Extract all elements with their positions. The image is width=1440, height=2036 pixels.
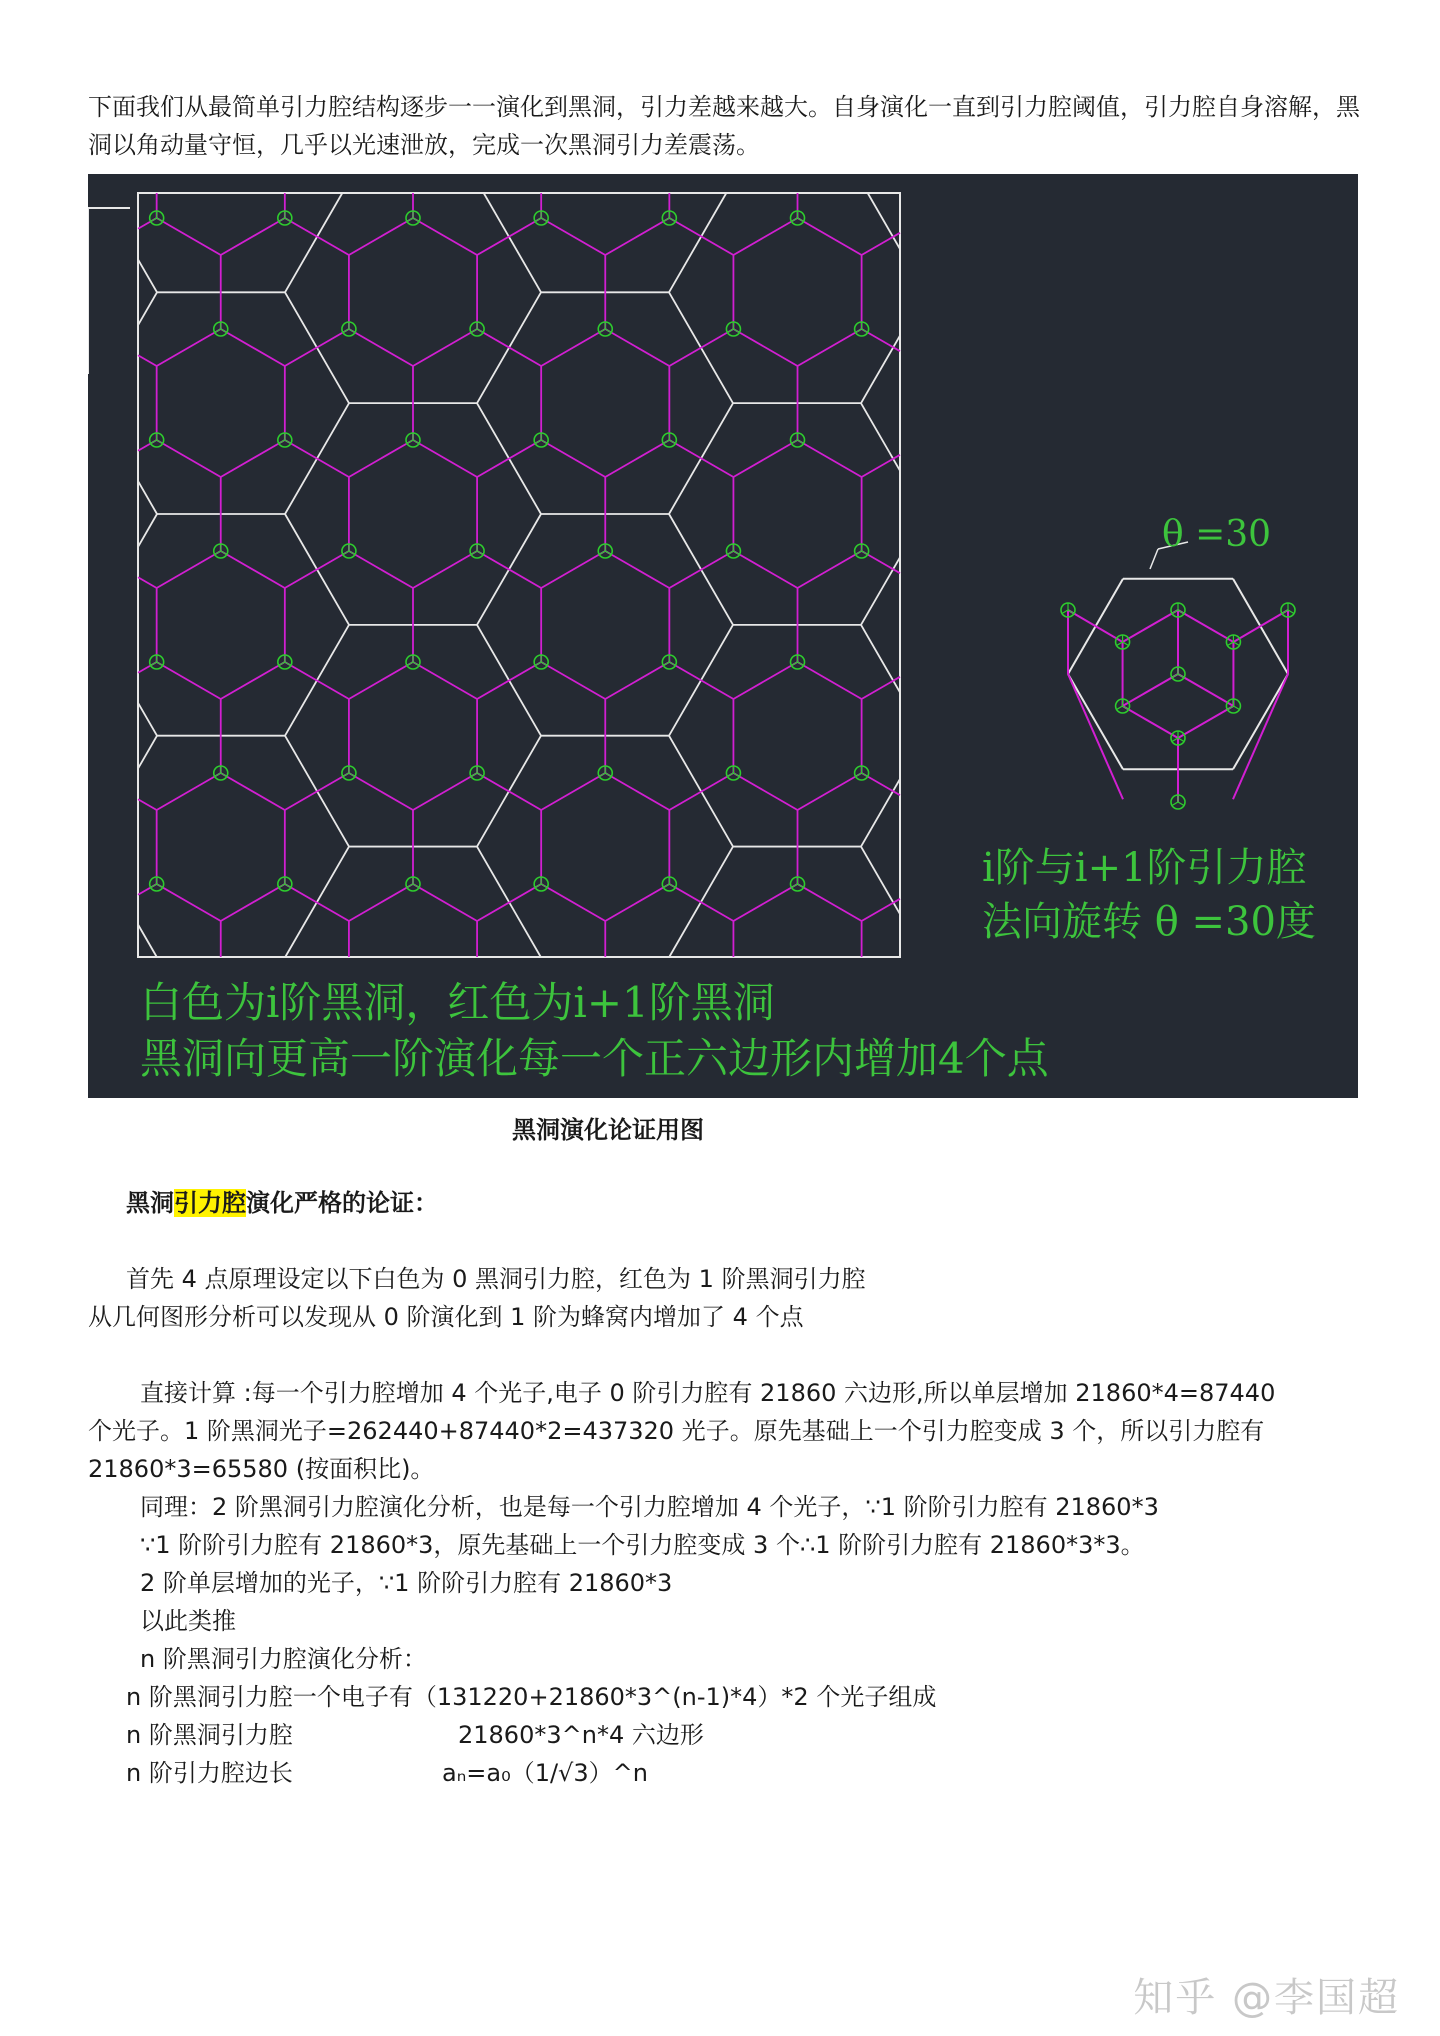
white-hex-edge	[861, 625, 900, 693]
detail-magenta-edge	[1178, 610, 1233, 642]
magenta-hex-edge	[413, 662, 477, 699]
heading-part-2: 演化严格的论证：	[246, 1189, 438, 1217]
magenta-hex-edge	[605, 218, 669, 255]
magenta-hex-edge	[541, 329, 605, 366]
magenta-hex-edge	[798, 773, 862, 810]
magenta-hex-edge	[669, 440, 733, 477]
detail-magenta-edge	[1233, 610, 1288, 642]
magenta-hex-edge	[285, 329, 349, 366]
magenta-hex-edge	[733, 440, 797, 477]
magenta-hex-edge	[157, 218, 221, 255]
zhihu-watermark: 知乎 @李国超	[1133, 1975, 1400, 2021]
magenta-hex-edge	[733, 329, 797, 366]
detail-white-edge	[1068, 674, 1123, 769]
theta-marker	[1150, 549, 1158, 569]
magenta-hex-edge	[477, 662, 541, 699]
magenta-hex-edge	[138, 799, 157, 810]
magenta-hex-edge	[157, 773, 221, 810]
detail-magenta-edge	[1123, 674, 1178, 706]
white-hex-edge	[138, 259, 157, 292]
magenta-hex-edge	[798, 218, 862, 255]
magenta-hex-edge	[669, 551, 733, 588]
magenta-hex-edge	[413, 773, 477, 810]
magenta-hex-edge	[669, 884, 733, 921]
section-heading	[126, 1184, 438, 1222]
heading-part-1: 黑洞	[126, 1189, 174, 1217]
magenta-hex-edge	[221, 440, 285, 477]
magenta-hex-edge	[798, 551, 862, 588]
magenta-hex-edge	[157, 884, 221, 921]
heading-highlight: 引力腔	[174, 1189, 246, 1217]
magenta-hex-edge	[285, 440, 349, 477]
magenta-hex-edge	[349, 218, 413, 255]
magenta-hex-edge	[285, 773, 349, 810]
white-hex-edge	[138, 736, 157, 769]
magenta-hex-edge	[477, 551, 541, 588]
magenta-hex-edge	[285, 884, 349, 921]
edge-length-value: aₙ=a₀（1/√3）^n	[442, 1759, 648, 1787]
theta-label: θ =30	[1162, 514, 1272, 555]
magenta-hex-edge	[138, 355, 157, 366]
magenta-hex-edge	[413, 329, 477, 366]
paragraph-3-line-2: ∵1 阶阶引力腔有 21860*3，原先基础上一个引力腔变成 3 个∴1 阶阶引力腔有 21860*3*3。	[140, 1531, 1145, 1559]
magenta-hex-edge	[541, 884, 605, 921]
magenta-hex-edge	[349, 773, 413, 810]
legend-line-2: 黑洞向更高一阶演化每一个正六边形内增加4个点	[140, 1034, 1049, 1083]
magenta-hex-edge	[798, 440, 862, 477]
white-hex-edge	[138, 514, 157, 547]
magenta-hex-edge	[798, 329, 862, 366]
magenta-hex-edge	[669, 773, 733, 810]
magenta-hex-edge	[541, 662, 605, 699]
magenta-hex-edge	[477, 218, 541, 255]
paragraph-3-line-1: 同理：2 阶黑洞引力腔演化分析，也是每一个引力腔增加 4 个光子，∵1 阶阶引力腔有 21860*3	[140, 1493, 1159, 1521]
white-hex-edge	[484, 193, 541, 292]
order-i-plus-1-hexagon-net	[138, 193, 900, 957]
magenta-hex-edge	[669, 218, 733, 255]
magenta-hex-edge	[733, 218, 797, 255]
single-cell-detail	[1061, 542, 1295, 809]
magenta-hex-edge	[862, 455, 900, 477]
magenta-hex-edge	[733, 773, 797, 810]
rotation-label-line-2: 法向旋转 θ =30度	[982, 899, 1316, 945]
magenta-hex-edge	[477, 884, 541, 921]
magenta-hex-edge	[477, 773, 541, 810]
white-hex-edge	[138, 703, 157, 736]
magenta-hex-edge	[541, 218, 605, 255]
intro-paragraph: 下面我们从最简单引力腔结构逐步一一演化到黑洞，引力差越来越大。自身演化一直到引力腔阈值，引力腔自身溶解，黑洞以角动量守恒，几乎以光速泄放，完成一次黑洞引力差震荡。	[88, 93, 1360, 159]
magenta-hex-edge	[541, 551, 605, 588]
magenta-hex-edge	[605, 329, 669, 366]
magenta-hex-edge	[605, 440, 669, 477]
paragraph-2-line-3: 21860*3=65580 (按面积比)。	[88, 1455, 435, 1483]
white-hex-edge	[285, 193, 342, 292]
magenta-hex-edge	[862, 899, 900, 921]
magenta-hex-edge	[157, 329, 221, 366]
white-hex-edge	[861, 403, 900, 471]
white-hex-edge	[861, 557, 900, 625]
magenta-hex-edge	[221, 773, 285, 810]
legend-line-1: 白色为i阶黑洞，红色为i+1阶黑洞	[140, 978, 775, 1027]
magenta-hex-edge	[285, 218, 349, 255]
magenta-hex-edge	[157, 662, 221, 699]
magenta-hex-edge	[669, 329, 733, 366]
magenta-hex-edge	[349, 884, 413, 921]
magenta-hex-edge	[477, 440, 541, 477]
lattice-diagram	[88, 174, 1358, 1098]
magenta-hex-edge	[221, 329, 285, 366]
white-hex-edge	[669, 193, 726, 292]
white-hex-edge	[138, 481, 157, 514]
paragraph-2-line-2: 个光子。1 阶黑洞光子=262440+87440*2=437320 光子。原先基础上一个引力腔变成 3 个，所以引力腔有	[88, 1417, 1265, 1445]
white-hex-edge	[861, 779, 900, 847]
magenta-hex-edge	[349, 329, 413, 366]
white-hex-edge	[138, 924, 157, 957]
white-hex-edge	[861, 847, 900, 915]
detail-magenta-edge	[1178, 674, 1233, 706]
paragraph-3-line-4: 以此类推	[140, 1607, 236, 1635]
magenta-hex-edge	[669, 662, 733, 699]
magenta-hex-edge	[733, 884, 797, 921]
paragraph-4-line-2: n 阶黑洞引力腔一个电子有（131220+21860*3^(n-1)*4）*2 个光子组成	[126, 1683, 937, 1711]
magenta-hex-edge	[285, 551, 349, 588]
magenta-hex-edge	[285, 662, 349, 699]
paragraph-1-line-2: 从几何图形分析可以发现从 0 阶演化到 1 阶为蜂窝内增加了 4 个点	[88, 1303, 804, 1331]
magenta-hex-edge	[413, 440, 477, 477]
magenta-hex-edge	[221, 884, 285, 921]
magenta-hex-edge	[221, 218, 285, 255]
detail-magenta-edge	[1123, 610, 1178, 642]
magenta-hex-edge	[349, 551, 413, 588]
magenta-hex-edge	[605, 773, 669, 810]
magenta-hex-edge	[862, 233, 900, 255]
magenta-hex-edge	[862, 677, 900, 699]
detail-magenta-edge	[1123, 706, 1178, 738]
magenta-hex-edge	[541, 773, 605, 810]
magenta-hex-edge	[477, 329, 541, 366]
paragraph-2-line-1: 直接计算 :每一个引力腔增加 4 个光子,电子 0 阶引力腔有 21860 六边形,所以单层增加 21860*4=87440	[140, 1379, 1276, 1407]
detail-magenta-edge	[1068, 674, 1123, 799]
paragraph-3-line-3: 2 阶单层增加的光子，∵1 阶阶引力腔有 21860*3	[140, 1569, 673, 1597]
magenta-hex-edge	[138, 577, 157, 588]
magenta-hex-edge	[798, 662, 862, 699]
magenta-hex-edge	[349, 662, 413, 699]
paragraph-4-line-1: n 阶黑洞引力腔演化分析：	[140, 1645, 427, 1673]
magenta-hex-edge	[221, 551, 285, 588]
magenta-hex-edge	[349, 440, 413, 477]
magenta-hex-edge	[605, 662, 669, 699]
magenta-hex-edge	[413, 218, 477, 255]
magenta-hex-edge	[221, 662, 285, 699]
magenta-hex-edge	[157, 440, 221, 477]
detail-magenta-edge	[1068, 610, 1123, 642]
magenta-hex-edge	[541, 440, 605, 477]
magenta-hex-edge	[798, 884, 862, 921]
detail-magenta-edge	[1178, 706, 1233, 738]
hexagon-count-value: 21860*3^n*4 六边形	[458, 1721, 704, 1749]
white-hex-edge	[868, 193, 900, 249]
hexagon-count-label: n 阶黑洞引力腔	[126, 1721, 293, 1749]
paragraph-1-line-1: 首先 4 点原理设定以下白色为 0 黑洞引力腔，红色为 1 阶黑洞引力腔	[126, 1265, 866, 1293]
magenta-hex-edge	[413, 551, 477, 588]
magenta-hex-edge	[733, 662, 797, 699]
white-hex-edge	[861, 336, 900, 404]
magenta-hex-edge	[733, 551, 797, 588]
black-hole-evolution-figure	[88, 174, 1358, 1098]
magenta-hex-edge	[605, 884, 669, 921]
edge-length-label: n 阶引力腔边长	[126, 1759, 293, 1787]
figure-caption: 黑洞演化论证用图	[512, 1116, 704, 1144]
magenta-hex-edge	[605, 551, 669, 588]
rotation-label-line-1: i阶与i+1阶引力腔	[982, 845, 1307, 891]
detail-magenta-edge	[1233, 674, 1288, 799]
white-hex-edge	[138, 292, 157, 325]
magenta-hex-edge	[413, 884, 477, 921]
detail-white-edge	[1233, 674, 1288, 769]
magenta-hex-edge	[157, 551, 221, 588]
